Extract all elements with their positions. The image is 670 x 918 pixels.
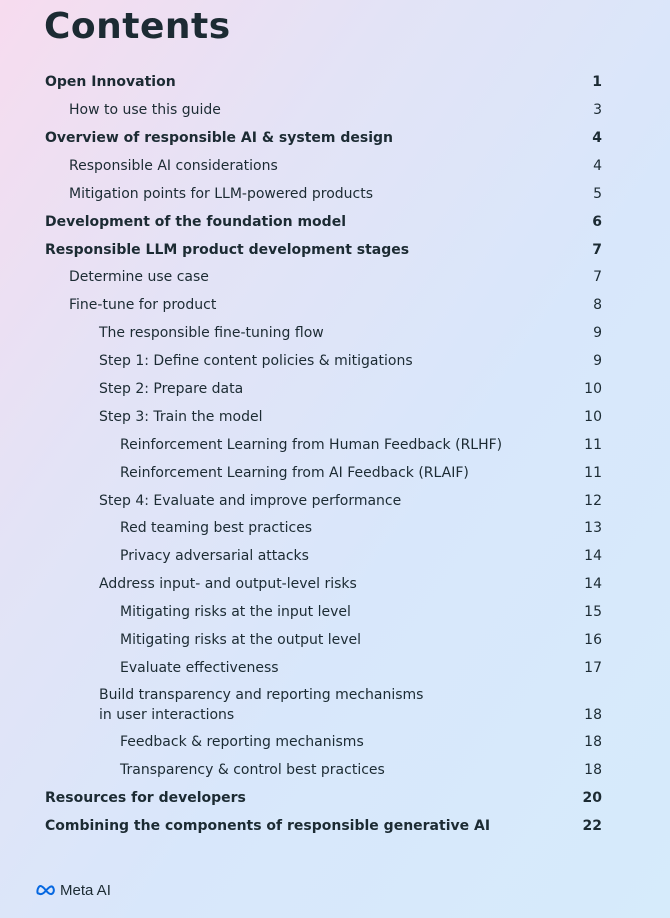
toc-entry-page: 17 bbox=[584, 660, 602, 676]
toc-entry-page: 5 bbox=[593, 186, 602, 202]
toc-entry-label: Mitigating risks at the output level bbox=[120, 632, 362, 648]
toc-entry-label: Mitigation points for LLM-powered products bbox=[69, 186, 374, 202]
toc-entry-page: 7 bbox=[592, 242, 602, 258]
toc-entry[interactable] bbox=[0, 730, 670, 754]
meta-infinity-logo-icon bbox=[36, 881, 56, 900]
toc-entry-page: 4 bbox=[593, 158, 602, 174]
toc-entry-label: Evaluate effectiveness bbox=[120, 660, 279, 676]
toc-entry-label: The responsible fine-tuning flow bbox=[99, 325, 324, 341]
toc-entry[interactable] bbox=[0, 154, 670, 178]
toc-entry[interactable] bbox=[0, 628, 670, 652]
toc-entry[interactable] bbox=[0, 70, 670, 94]
toc-entry-label: Determine use case bbox=[69, 269, 209, 285]
toc-entry-page: 8 bbox=[593, 297, 602, 313]
toc-entry-page: 11 bbox=[584, 437, 602, 453]
toc-entry-label: Transparency & control best practices bbox=[120, 762, 385, 778]
toc-entry[interactable] bbox=[0, 572, 670, 596]
toc-entry-label: Address input- and output-level risks bbox=[99, 576, 357, 592]
toc-entry[interactable] bbox=[0, 98, 670, 122]
toc-entry-page: 14 bbox=[584, 576, 602, 592]
toc-entry-label: Responsible LLM product development stages bbox=[45, 242, 410, 258]
toc-entry[interactable] bbox=[0, 685, 670, 729]
toc-entry-page: 1 bbox=[592, 74, 602, 90]
toc-entry-label-line2: in user interactions bbox=[99, 707, 235, 723]
toc-entry-label: Privacy adversarial attacks bbox=[120, 548, 309, 564]
toc-entry-page: 20 bbox=[582, 790, 602, 806]
toc-entry-page: 14 bbox=[584, 548, 602, 564]
toc-entry[interactable] bbox=[0, 516, 670, 540]
toc-entry-page: 3 bbox=[593, 102, 602, 118]
toc-entry-label: Feedback & reporting mechanisms bbox=[120, 734, 364, 750]
toc-entry[interactable] bbox=[0, 405, 670, 429]
toc-entry-page: 12 bbox=[584, 493, 602, 509]
toc-entry[interactable] bbox=[0, 377, 670, 401]
toc-entry-page: 10 bbox=[584, 381, 602, 397]
toc-entry-page: 18 bbox=[584, 707, 602, 723]
toc-entry-page: 11 bbox=[584, 465, 602, 481]
toc-entry[interactable] bbox=[0, 321, 670, 345]
toc-entry-label: Reinforcement Learning from AI Feedback (RLAIF) bbox=[120, 465, 469, 481]
toc-entry-label: Overview of responsible AI & system design bbox=[45, 130, 393, 146]
toc-entry-page: 18 bbox=[584, 762, 602, 778]
toc-entry[interactable] bbox=[0, 758, 670, 782]
toc-entry[interactable] bbox=[0, 433, 670, 457]
toc-entry-label-line1: Build transparency and reporting mechanisms bbox=[99, 687, 424, 703]
meta-ai-logo bbox=[36, 879, 111, 901]
toc-entry-page: 10 bbox=[584, 409, 602, 425]
toc-entry-label: Step 4: Evaluate and improve performance bbox=[99, 493, 402, 509]
toc-entry-page: 22 bbox=[582, 818, 602, 834]
toc-entry-label: Fine-tune for product bbox=[69, 297, 217, 313]
toc-entry[interactable] bbox=[0, 293, 670, 317]
toc-entry-label: Resources for developers bbox=[45, 790, 246, 806]
toc-entry-label: Reinforcement Learning from Human Feedback (RLHF) bbox=[120, 437, 503, 453]
toc-entry-label: Step 2: Prepare data bbox=[99, 381, 244, 397]
toc-entry-page: 13 bbox=[584, 520, 602, 536]
toc-entry-label: Red teaming best practices bbox=[120, 520, 313, 536]
brand-name: Meta AI bbox=[60, 881, 111, 899]
toc-entry[interactable] bbox=[0, 126, 670, 150]
page-title: Contents bbox=[44, 6, 231, 47]
toc-entry[interactable] bbox=[0, 461, 670, 485]
toc-entry-label: Combining the components of responsible generative AI bbox=[45, 818, 491, 834]
toc-entry[interactable] bbox=[0, 544, 670, 568]
toc-entry-page: 6 bbox=[592, 214, 602, 230]
toc-entry[interactable] bbox=[0, 600, 670, 624]
toc-entry[interactable] bbox=[0, 349, 670, 373]
toc-entry[interactable] bbox=[0, 210, 670, 234]
toc-entry-page: 9 bbox=[593, 325, 602, 341]
toc-entry-label: Step 1: Define content policies & mitigations bbox=[99, 353, 413, 369]
toc-entry-page: 15 bbox=[584, 604, 602, 620]
toc-entry[interactable] bbox=[0, 238, 670, 262]
toc-entry-label: Responsible AI considerations bbox=[69, 158, 278, 174]
toc-entry[interactable] bbox=[0, 489, 670, 513]
toc-entry[interactable] bbox=[0, 182, 670, 206]
toc-entry[interactable] bbox=[0, 265, 670, 289]
toc-entry[interactable] bbox=[0, 786, 670, 810]
toc-entry-label: Open Innovation bbox=[45, 74, 176, 90]
toc-entry-label: Mitigating risks at the input level bbox=[120, 604, 351, 620]
toc-entry[interactable] bbox=[0, 814, 670, 838]
toc-entry-page: 7 bbox=[593, 269, 602, 285]
toc-entry-label: Step 3: Train the model bbox=[99, 409, 263, 425]
toc-entry-page: 18 bbox=[584, 734, 602, 750]
toc-entry-label: How to use this guide bbox=[69, 102, 221, 118]
toc-entry-page: 9 bbox=[593, 353, 602, 369]
toc-entry-page: 4 bbox=[592, 130, 602, 146]
toc-entry[interactable] bbox=[0, 656, 670, 680]
toc-entry-page: 16 bbox=[584, 632, 602, 648]
toc-entry-label: Development of the foundation model bbox=[45, 214, 346, 230]
